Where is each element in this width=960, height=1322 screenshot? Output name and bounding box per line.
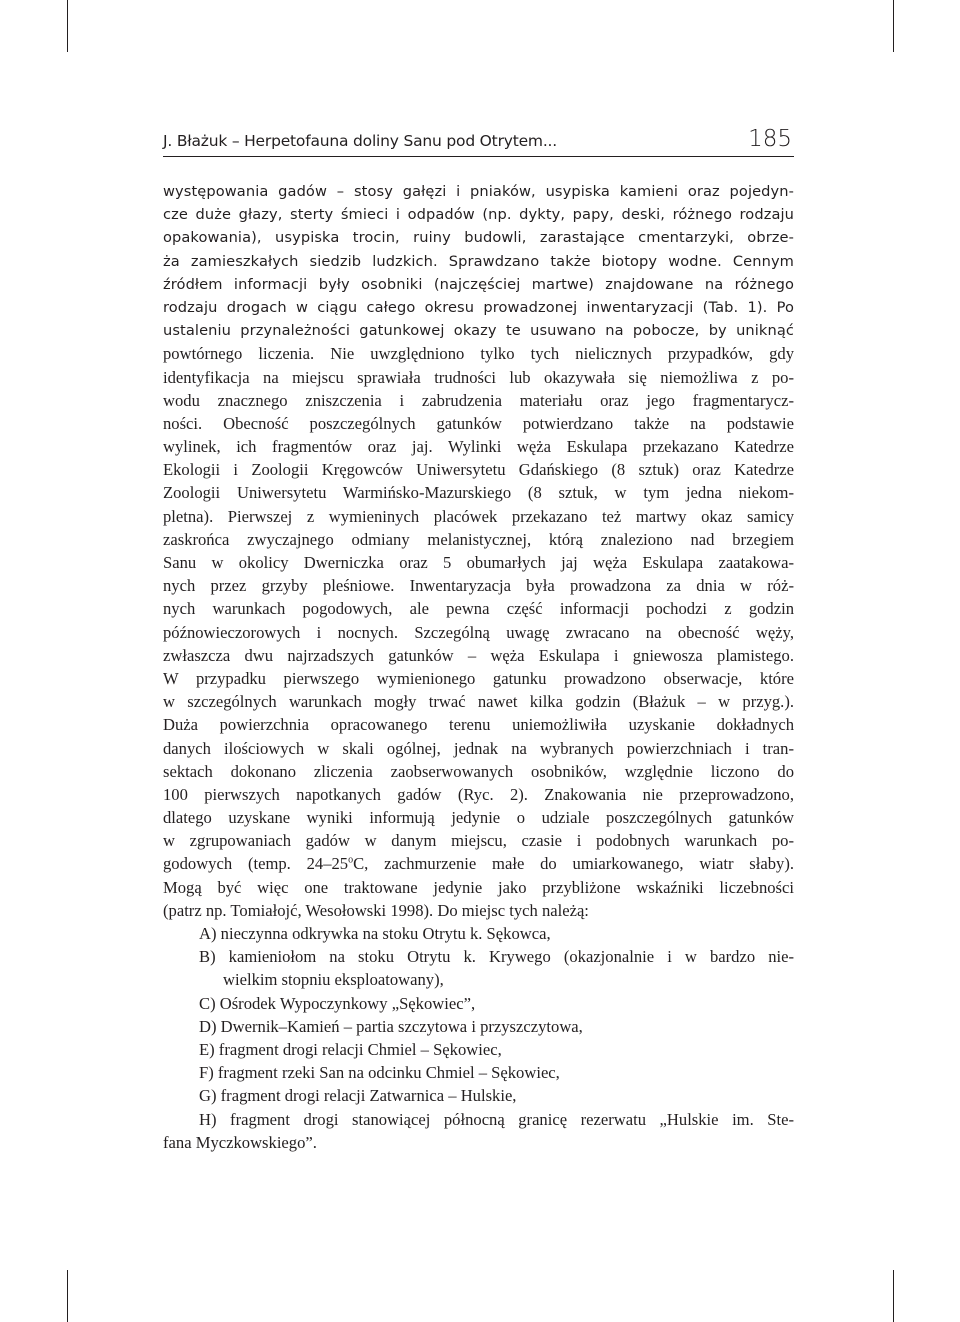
text-line-content: Mogą być więc one traktowane jedynie jako przybliżone wskaźniki liczebności — [163, 877, 794, 897]
text-line-content: fana Myczkowskiego”. — [163, 1132, 317, 1152]
text-line-content: cze duże głazy, sterty śmieci i odpadów (np. dykty, papy, deski, różnego rodzaju — [163, 206, 794, 224]
text-line-content: wodu znacznego zniszczenia i zabrudzenia materiału oraz jego fragmentarycz- — [163, 390, 794, 410]
text-line-content: późnowieczorowych i nocnych. Szczególną uwagę zwracano na obecność węży, — [163, 622, 794, 642]
text-line — [163, 922, 794, 945]
text-line — [163, 1084, 794, 1107]
degree-superscript: o — [348, 854, 354, 866]
text-line-content: F) fragment rzeki San na odcinku Chmiel – Sękowiec, — [199, 1063, 560, 1083]
text-line — [163, 481, 794, 504]
text-line-content: ustaleniu przynależności gatunkowej okazy te usuwano na pobocze, by uniknąć — [163, 322, 794, 340]
text-line-content: Duża powierzchnia opracowanego terenu uniemożliwiła uzyskanie dokładnych — [163, 715, 794, 735]
text-line — [163, 319, 794, 342]
text-line — [163, 852, 794, 875]
text-line — [163, 621, 794, 644]
text-line — [163, 366, 794, 389]
text-line-content: zwłaszcza dwu najrzadszych gatunków – węża Eskulapa i gniewosza plamistego. — [163, 645, 794, 665]
text-line — [163, 667, 794, 690]
text-line-content: 100 pierwszych napotkanych gadów (Ryc. 2). Znakowania nie przeprowadzono, — [163, 784, 794, 804]
text-line-content: ża zamieszkałych siedzib ludzkich. Sprawdzano także biotopy wodne. Cennym — [163, 252, 794, 270]
page-number: 185 — [748, 126, 792, 152]
text-line-content: Zoologii Uniwersytetu Warmińsko-Mazurskiego (8 sztuk, w tym jedna niekom- — [163, 483, 794, 503]
text-line — [163, 644, 794, 667]
text-line-content: D) Dwernik–Kamień – partia szczytowa i przyszczytowa, — [199, 1016, 583, 1036]
text-line-content: B) kamieniołom na stoku Otrytu k. Krywego (okazjonalnie i w bardzo nie- — [199, 947, 794, 967]
text-line — [163, 806, 794, 829]
text-line — [163, 760, 794, 783]
text-line — [163, 1108, 794, 1131]
text-line — [163, 203, 794, 226]
text-line — [163, 528, 794, 551]
text-line — [163, 1038, 794, 1061]
text-line — [163, 505, 794, 528]
text-line — [163, 574, 794, 597]
text-line-content: W przypadku pierwszego wymienionego gatunku prowadzono obserwacje, które — [163, 668, 794, 688]
crop-mark-top-left — [67, 0, 68, 52]
text-line-content: źródłem informacji były osobniki (najczęściej martwe) znajdowane na różnego — [163, 275, 794, 293]
text-line-content: występowania gadów – stosy gałęzi i pniaków, usypiska kamieni oraz pojedyn- — [163, 183, 794, 200]
text-line — [163, 551, 794, 574]
text-line — [163, 389, 794, 412]
text-line — [163, 945, 794, 968]
text-line-content: pletna). Pierwszej z wymieninych placówek przekazano też martwy okaz samicy — [163, 506, 794, 526]
text-line-content: dlatego uzyskane wyniki informują jedynie o udziale poszczególnych gatunków — [163, 808, 794, 828]
text-line — [163, 342, 794, 365]
text-line-content: identyfikacja na miejscu sprawiała trudności lub okazywała się niemożliwa z po- — [163, 367, 794, 387]
text-line — [163, 273, 794, 296]
text-line-content: powtórnego liczenia. Nie uwzględniono tylko tych nielicznych przypadków, gdy — [163, 344, 794, 364]
text-line — [163, 783, 794, 806]
text-line — [163, 226, 794, 249]
body-text — [163, 180, 794, 1154]
text-line — [163, 899, 794, 922]
text-line-content: E) fragment drogi relacji Chmiel – Sękowiec, — [199, 1039, 502, 1059]
text-line-content: G) fragment drogi relacji Zatwarnica – Hulskie, — [199, 1086, 517, 1106]
crop-mark-bottom-left — [67, 1270, 68, 1322]
running-title: J. Błażuk – Herpetofauna doliny Sanu pod Otrytem... — [163, 132, 558, 150]
text-line — [163, 737, 794, 760]
crop-mark-bottom-right — [893, 1270, 894, 1322]
text-line-content: w szczególnych warunkach mogły trwać nawet kilka godzin (Błażuk – w przyg.). — [163, 692, 794, 712]
text-line-content: C, zachmurzenie małe do umiarkowanego, wiatr słaby). — [353, 854, 794, 874]
text-line — [163, 968, 794, 991]
text-line-content: wielkim stopniu eksploatowany), — [223, 970, 444, 990]
text-line — [163, 412, 794, 435]
text-line — [163, 690, 794, 713]
text-line-content: A) nieczynna odkrywka na stoku Otrytu k. Sękowca, — [199, 924, 551, 943]
text-line — [163, 876, 794, 899]
text-line-content: godowych (temp. 24–25 — [163, 854, 349, 874]
text-line — [163, 829, 794, 852]
text-line — [163, 1061, 794, 1084]
text-line — [163, 296, 794, 319]
text-line — [163, 992, 794, 1015]
text-line — [163, 713, 794, 736]
text-line — [163, 1015, 794, 1038]
text-line-content: zaskrońca zwyczajnego odmiany melanistycznej, którą znaleziono nad brzegiem — [163, 529, 794, 549]
text-line-content: Sanu w okolicy Dwerniczka oraz 5 obumarłych jaj węża Eskulapa zaatakowa- — [163, 553, 794, 572]
text-line — [163, 435, 794, 458]
text-line-content: nych przez grzyby pleśniowe. Inwentaryzacja była prowadzona za dnia w róż- — [163, 576, 794, 596]
text-line-content: wylinek, ich fragmentów oraz jaj. Wylinki węża Eskulapa przekazano Katedrze — [163, 437, 794, 457]
text-line-content: Ekologii i Zoologii Kręgowców Uniwersytetu Gdańskiego (8 sztuk) oraz Katedrze — [163, 460, 794, 480]
text-line-content: rodzaju drogach w ciągu całego okresu prowadzonej inwentaryzacji (Tab. 1). Po — [163, 298, 794, 316]
text-line-content: (patrz np. Tomiałojć, Wesołowski 1998). Do miejsc tych należą: — [163, 900, 589, 920]
text-line — [163, 1131, 794, 1154]
text-line-content: C) Ośrodek Wypoczynkowy „Sękowiec”, — [199, 993, 476, 1013]
text-line-content: opakowania), usypiska trocin, ruiny budowli, zarastające cmentarzyki, obrze- — [163, 229, 794, 247]
text-line-content: ności. Obecność poszczególnych gatunków potwierdzano także na podstawie — [163, 413, 794, 433]
running-header — [163, 118, 794, 157]
text-line-content: H) fragment drogi stanowiącej północną granicę rezerwatu „Hulskie im. Ste- — [199, 1109, 794, 1129]
text-line-content: sektach dokonano zliczenia zaobserwowanych osobników, względnie liczono do — [163, 761, 794, 781]
text-line-content: w zgrupowaniach gadów w danym miejscu, czasie i podobnych warunkach po- — [163, 831, 794, 851]
text-line — [163, 458, 794, 481]
text-line-content: danych ilościowych w skali ogólnej, jednak na wybranych powierzchniach i tran- — [163, 738, 794, 758]
text-line-content: nych warunkach pogodowych, ale pewna część informacji pochodzi z godzin — [163, 599, 794, 619]
text-line — [163, 597, 794, 620]
text-line — [163, 180, 794, 203]
text-line — [163, 250, 794, 273]
crop-mark-top-right — [893, 0, 894, 52]
